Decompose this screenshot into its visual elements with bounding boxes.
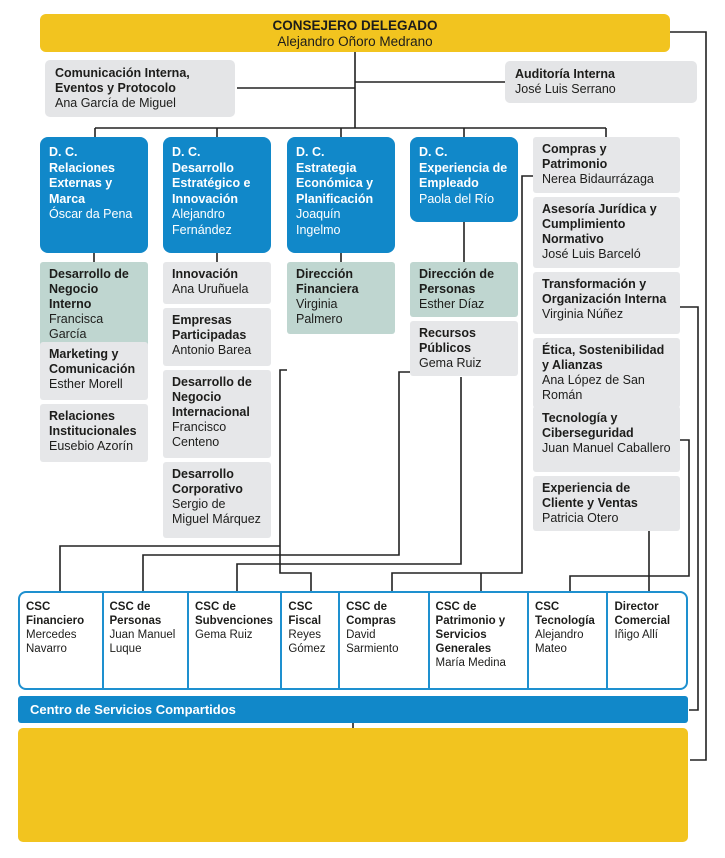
box-name: Paola del Río	[419, 191, 495, 206]
org-box-tecnologia-ciberseguridad	[533, 406, 680, 472]
box-name: Ana López de San Román	[542, 373, 645, 402]
box-title: D. C. Experiencia de Empleado	[419, 145, 508, 190]
box-title: Desarrollo de Negocio Interno	[49, 267, 129, 311]
box-name: Juan Manuel Luque	[109, 629, 176, 655]
box-title: Tecnología y Ciberseguridad	[542, 411, 634, 440]
org-box-dc-relaciones-externas	[40, 137, 148, 253]
box-title: Relaciones Institucionales	[49, 409, 137, 438]
box-title: CSC de Patrimonio y Servicios Generales	[435, 601, 506, 655]
box-name: David Sarmiento	[346, 629, 399, 655]
box-title: Transformación y Organización Interna	[542, 277, 667, 306]
box-name: Alejandro Fernández	[172, 207, 232, 237]
org-box-csc-fiscal	[282, 593, 340, 688]
box-name: Reyes Gómez	[288, 629, 326, 655]
box-name: José Luis Serrano	[515, 82, 616, 96]
org-box-csc-subvenciones	[189, 593, 282, 688]
box-name: Sergio de Miguel Márquez	[172, 497, 261, 526]
box-name: Alejandro Oñoro Medrano	[277, 34, 433, 49]
box-title: Asesoría Jurídica y Cumplimiento Normativo	[542, 202, 657, 246]
org-box-csc-financiero	[20, 593, 104, 688]
box-title: CSC Financiero	[26, 601, 85, 627]
org-box-experiencia-cliente-ventas	[533, 476, 680, 531]
box-name: Virginia Palmero	[296, 297, 343, 326]
box-title: Ética, Sostenibilidad y Alianzas	[542, 343, 665, 372]
box-name: Ana García de Miguel	[55, 96, 176, 110]
org-box-recursos-publicos	[410, 321, 518, 376]
box-title: Desarrollo Corporativo	[172, 467, 243, 496]
org-box-innovacion	[163, 262, 271, 304]
box-title: Dirección de Personas	[419, 267, 495, 296]
box-name: Francisca García	[49, 312, 104, 341]
box-name: Iñigo Allí	[614, 629, 658, 641]
box-title: Recursos Públicos	[419, 326, 476, 355]
box-title: Dirección Financiera	[296, 267, 359, 296]
box-name: Gema Ruiz	[194, 629, 253, 641]
box-name: Patricia Otero	[542, 511, 619, 525]
box-title: Experiencia de Cliente y Ventas	[542, 481, 638, 510]
org-box-asesoria-juridica	[533, 197, 680, 268]
box-title: Comunicación Interna, Eventos y Protocolo	[55, 66, 190, 95]
box-title: Innovación	[172, 267, 238, 281]
org-box-auditoria-interna	[505, 61, 697, 103]
org-box-csc-tecnologia	[529, 593, 609, 688]
box-title: Marketing y Comunicación	[49, 347, 136, 376]
divisions-panel	[18, 728, 688, 842]
org-box-csc-compras	[340, 593, 429, 688]
org-box-desarrollo-negocio-internacional	[163, 370, 271, 458]
box-title: Compras y Patrimonio	[542, 142, 608, 171]
box-name: Alejandro Mateo	[534, 629, 584, 655]
org-box-compras-patrimonio	[533, 137, 680, 193]
csc-bar-centro-servicios-compartidos	[18, 696, 688, 723]
box-name: Antonio Barea	[172, 343, 252, 357]
box-title: Empresas Participadas	[172, 313, 247, 342]
org-box-desarrollo-negocio-interno	[40, 262, 148, 347]
box-name: Francisco Centeno	[172, 420, 227, 449]
box-title: Auditoría Interna	[515, 67, 616, 81]
box-name: Ana Uruñuela	[172, 282, 249, 296]
box-name: Mercedes Navarro	[26, 629, 77, 655]
box-title: D. C. Relaciones Externas y Marca	[49, 145, 116, 206]
box-name: Esther Díaz	[419, 297, 485, 311]
org-box-marketing-comunicacion	[40, 342, 148, 400]
csc-row	[18, 591, 688, 690]
box-title: CONSEJERO DELEGADO	[272, 18, 438, 33]
box-name: José Luis Barceló	[542, 247, 641, 261]
box-name: Virginia Núñez	[542, 307, 624, 321]
box-name: Gema Ruiz	[419, 356, 482, 370]
org-box-csc-personas	[104, 593, 189, 688]
org-box-dc-estrategia-economica	[287, 137, 395, 253]
box-title: CSC Tecnología	[534, 601, 595, 627]
box-name: Eusebio Azorín	[49, 439, 134, 453]
box-title: Director Comercial	[614, 601, 671, 627]
box-title: D. C. Desarrollo Estratégico e Innovación	[172, 145, 251, 206]
box-name: Esther Morell	[49, 377, 123, 391]
box-name: María Medina	[435, 657, 506, 669]
box-name: Óscar da Pena	[49, 207, 133, 221]
box-name: Nerea Bidaurrázaga	[542, 172, 654, 186]
box-title: D. C. Estrategia Económica y Planificación	[296, 145, 374, 206]
box-title: Desarrollo de Negocio Internacional	[172, 375, 252, 419]
org-box-director-comercial	[608, 593, 686, 688]
org-box-dc-experiencia-empleado	[410, 137, 518, 222]
org-box-relaciones-institucionales	[40, 404, 148, 462]
org-box-etica-sostenibilidad	[533, 338, 680, 408]
box-title: CSC de Subvenciones	[194, 601, 273, 627]
bar-title: Centro de Servicios Compartidos	[30, 702, 236, 717]
org-box-empresas-participadas	[163, 308, 271, 366]
org-box-dc-desarrollo-estrategico	[163, 137, 271, 253]
org-box-transformacion-organizacion	[533, 272, 680, 334]
org-box-direccion-de-personas	[410, 262, 518, 317]
box-title: CSC de Personas	[109, 601, 162, 627]
box-title: CSC Fiscal	[288, 601, 322, 627]
org-box-comunicacion-interna	[45, 60, 235, 117]
box-name: Joaquín Ingelmo	[296, 207, 341, 237]
box-name: Juan Manuel Caballero	[542, 441, 671, 455]
org-box-csc-patrimonio-servicios	[430, 593, 529, 688]
org-box-direccion-financiera	[287, 262, 395, 334]
box-title: CSC de Compras	[346, 601, 396, 627]
org-box-consejero-delegado	[40, 14, 670, 52]
org-box-desarrollo-corporativo	[163, 462, 271, 538]
